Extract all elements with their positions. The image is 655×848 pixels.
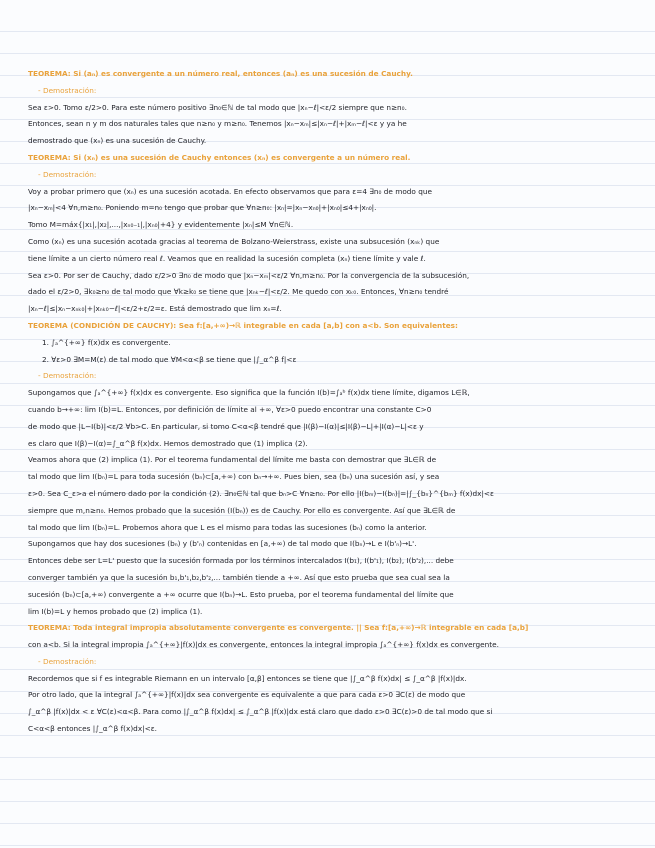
text-line: converger también ya que la sucesión b₁,b'₁,b₂,b'₂,... también tiende a +∞. Así que esto prueba que sea cual sea la [28, 572, 450, 582]
theorem-heading: TEOREMA: Toda integral impropia absolutamente convergente es convergente. || Sea f:[a,+∞)→ℝ integrable en cada [a,b] [28, 623, 529, 633]
text-line: de modo que |L−I(b)|<ε/2 ∀b>C. En particular, si tomo C<α<β tendré que |I(β)−I(α)|≤|I(β)−L|+|I(α)−L|<ε y [28, 421, 424, 431]
text-line: Entonces debe ser L=L' puesto que la sucesión formada por los términos intercalados I(b₁), I(b'₁), I(b₂), I(b'₂),... debe [28, 556, 454, 566]
text-line: demostrado que (xₙ) es una sucesión de Cauchy. [28, 136, 207, 146]
text-line: es claro que I(β)−I(α)=∫_α^β f(x)dx. Hemos demostrado que (1) implica (2). [28, 438, 308, 448]
proof-heading: - Demostración: [38, 371, 97, 381]
theorem-heading: TEOREMA: Si (xₙ) es una sucesión de Cauchy entonces (xₙ) es convergente a un número real. [28, 152, 411, 162]
text-line: Voy a probar primero que (xₙ) es una sucesión acotada. En efecto observamos que para ε=4 ∃n₀ de modo que [28, 186, 432, 196]
text-line: Supongamos que hay dos sucesiones (bₙ) y (b'ₙ) contenidas en [a,+∞) de tal modo que I(bₙ)→L e I(b'ₙ)→L'. [28, 539, 417, 549]
text-line: Supongamos que ∫ₐ^{+∞} f(x)dx es convergente. Eso significa que la función I(b)=∫ₐᵇ f(x)dx tiene límite, digamos L∈ℝ, [28, 388, 470, 398]
text-line: con a<b. Si la integral impropia ∫ₐ^{+∞}|f(x)|dx es convergente, entonces la integral impropia ∫ₐ^{+∞} f(x)dx es convergente. [28, 640, 499, 650]
text-line: dado el ε/2>0, ∃k₀≥n₀ de tal modo que ∀k≥k₀ se tiene que |xₙₖ−ℓ|<ε/2. Me quedo con xₖ₀. Entonces, ∀n≥n₀ tendré [28, 287, 449, 297]
text-line: Sea ε>0. Por ser de Cauchy, dado ε/2>0 ∃n₀ de modo que |xₙ−xₘ|<ε/2 ∀n,m≥n₀. Por la convergencia de la subsucesión, [28, 270, 470, 280]
text-line: ε>0. Sea C_ε>a el número dado por la condición (2). ∃n₀∈ℕ tal que bₙ>C ∀n≥n₀. Por ello |I(bₘ)−I(bₙ)|=|∫_{bₙ}^{bₘ} f(x)dx|<ε [28, 488, 494, 498]
text-line: Recordemos que si f es integrable Riemann en un intervalo [α,β] entonces se tiene que |∫_α^β f(x)dx| ≤ ∫_α^β |f(x)|dx. [28, 673, 467, 683]
text-line: cuando b→+∞: lim I(b)=L. Entonces, por definición de límite al +∞, ∀ε>0 puedo encontrar una constante C>0 [28, 404, 432, 414]
text-line: tal modo que lim I(bₙ)=L para toda sucesión (bₙ)⊂[a,+∞) con bₙ→+∞. Pues bien, sea (bₙ) una sucesión así, y sea [28, 472, 440, 482]
theorem-heading: TEOREMA: Si (aₙ) es convergente a un número real, entonces (aₙ) es una sucesión de Cauchy. [28, 69, 413, 78]
text-line: tal modo que lim I(bₙ)=L. Probemos ahora que L es el mismo para todas las sucesiones (bₙ) como la anterior. [28, 522, 427, 532]
text-line: Por otro lado, que la integral ∫ₐ^{+∞}|f(x)|dx sea convergente es equivalente a que para cada ε>0 ∃C(ε) de modo que [28, 690, 466, 700]
text-line: ∫_α^β |f(x)|dx < ε ∀C(ε)<α<β. Para como |∫_α^β f(x)dx| ≤ ∫_α^β |f(x)|dx está claro que dado ε>0 ∃C(ε)>0 de tal modo que si [28, 707, 493, 717]
text-line: Sea ε>0. Tomo ε/2>0. Para este número positivo ∃n₀∈ℕ de tal modo que |xₙ−ℓ|<ε/2 siempre que n≥n₀. [28, 102, 407, 112]
text-line: 2. ∀ε>0 ∃M=M(ε) de tal modo que ∀M<α<β se tiene que |∫_α^β f|<ε [42, 354, 297, 364]
text-line: 1. ∫ₐ^{+∞} f(x)dx es convergente. [42, 337, 171, 347]
text-line: Veamos ahora que (2) implica (1). Por el teorema fundamental del límite me basta con demostrar que ∃L∈ℝ de [28, 455, 437, 465]
text-line: lim I(b)=L y hemos probado que (2) implica (1). [28, 606, 203, 616]
proof-heading: - Demostración: [38, 85, 97, 95]
text-line: sucesión (bₙ)⊂[a,+∞) convergente a +∞ ocurre que I(bₙ)→L. Esto prueba, por el teorema fundamental del límite que [28, 589, 454, 599]
text-line: siempre que m,n≥n₀. Hemos probado que la sucesión (I(bₙ)) es de Cauchy. Por ello es convergente. Así que ∃L∈ℝ de [28, 505, 456, 515]
text-line: |xₙ−xₘ|<4 ∀n,m≥n₀. Poniendo m=n₀ tengo que probar que ∀n≥n₀: |xₙ|=|xₙ−xₙ₀|+|xₙ₀|≤4+|xₙ₀|. [28, 203, 377, 213]
text-line: Como (xₙ) es una sucesión acotada gracias al teorema de Bolzano-Weierstrass, existe una subsucesión (xₙₖ) que [28, 236, 440, 246]
proof-heading: - Demostración: [38, 169, 97, 179]
text-line: tiene límite a un cierto número real ℓ. Veamos que en realidad la sucesión completa (xₙ) tiene límite y vale ℓ. [28, 253, 426, 263]
text-line: C<α<β entonces |∫_α^β f(x)dx|<ε. [28, 724, 157, 734]
proof-heading: - Demostración: [38, 656, 97, 666]
theorem-heading: TEOREMA (CONDICIÓN DE CAUCHY): Sea f:[a,+∞)→ℝ integrable en cada [a,b] con a<b. Son equivalentes: [28, 320, 458, 330]
text-line: Entonces, sean n y m dos naturales tales que n≥n₀ y m≥n₀. Tenemos |xₙ−xₘ|≤|xₙ−ℓ|+|xₘ−ℓ|<ε y ya he [28, 119, 407, 129]
text-line: Tomo M=máx{|x₁|,|x₂|,...,|xₙ₀₋₁|,|xₙ₀|+4} y evidentemente |xₙ|≤M ∀n∈ℕ. [28, 220, 294, 230]
text-line: |xₙ−ℓ|≤|xₙ−xₙₖ₀|+|xₙₖ₀−ℓ|<ε/2+ε/2=ε. Está demostrado que lim xₙ=ℓ. [28, 304, 282, 314]
handwritten-notes [28, 66, 634, 738]
